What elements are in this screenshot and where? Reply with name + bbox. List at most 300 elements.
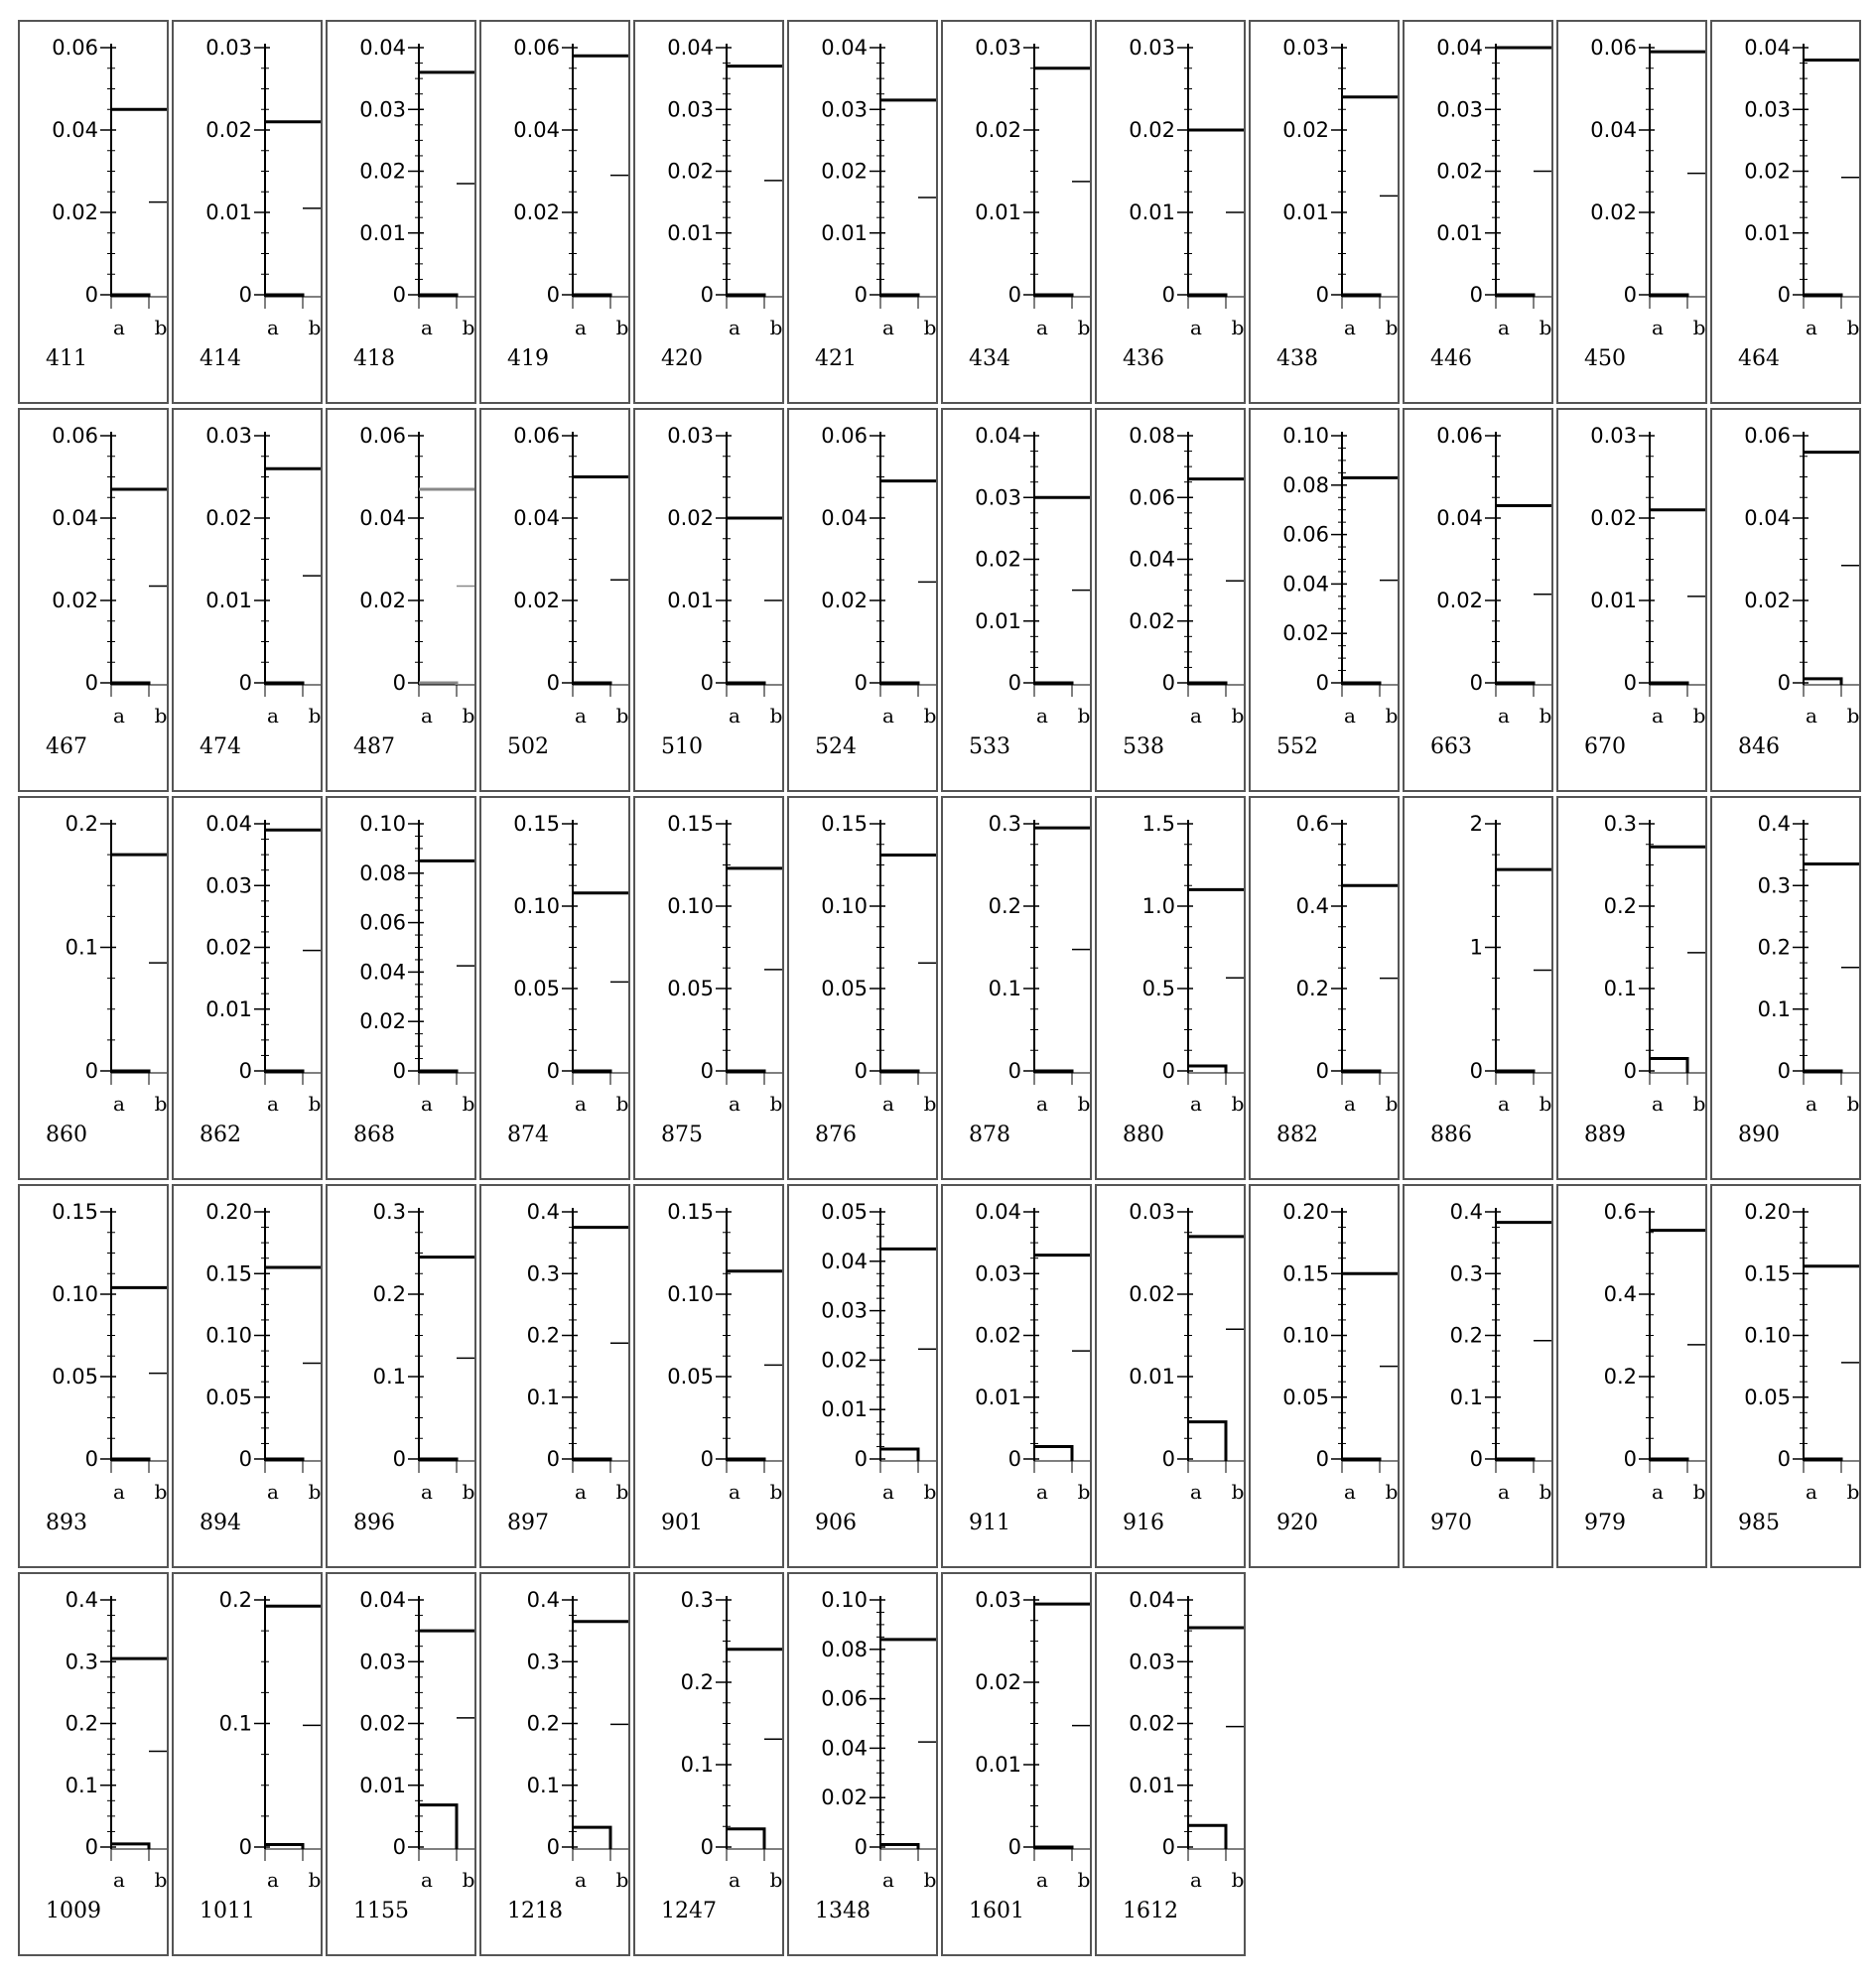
panel-id-label: 446 [1430, 346, 1472, 371]
category-label-a: a [421, 1480, 433, 1504]
tick-label: 0 [238, 1059, 252, 1083]
tick-label: 0.03 [975, 485, 1021, 510]
tick-label: 0.01 [205, 200, 252, 224]
tick-label: 0.2 [218, 1588, 252, 1612]
tick-label: 0.1 [526, 1385, 560, 1409]
bar-chart-893 [20, 1186, 167, 1566]
tick-label: 0.4 [1603, 1282, 1637, 1306]
tick-label: 0.06 [1282, 522, 1329, 547]
tick-label: 0.06 [1744, 424, 1791, 448]
tick-label: 0.02 [821, 1348, 868, 1373]
panel-id-label: 502 [507, 734, 549, 759]
category-label-a: a [729, 1868, 740, 1892]
bar-b [111, 1287, 167, 1461]
tick-label: 0 [1007, 1835, 1021, 1859]
bar-chart-901 [635, 1186, 782, 1566]
tick-label: 0.10 [1282, 1323, 1329, 1348]
tick-label: 0.01 [1129, 1773, 1175, 1797]
tick-label: 0.03 [821, 97, 868, 122]
bar-chart-418 [328, 22, 474, 402]
tick-label: 0.15 [513, 812, 560, 836]
tick-label: 0.03 [1744, 97, 1791, 122]
category-label-a: a [267, 316, 279, 339]
chart-panel-862 [172, 796, 323, 1180]
tick-label: 0.3 [1757, 873, 1791, 898]
category-label-a: a [1806, 1480, 1817, 1504]
panel-id-label: 538 [1123, 734, 1164, 759]
bar-b [573, 1228, 628, 1461]
tick-label: 0.02 [821, 159, 868, 184]
category-label-a: a [1036, 1092, 1048, 1116]
bar-chart-670 [1558, 410, 1705, 790]
category-label-a: a [729, 1092, 740, 1116]
panel-id-label: 1348 [815, 1899, 871, 1923]
bar-b [880, 1640, 936, 1849]
tick-label: 0.02 [975, 118, 1021, 142]
tick-label: 0.06 [52, 36, 98, 60]
tick-label: 0 [1007, 671, 1021, 695]
category-label-a: a [267, 704, 279, 727]
category-label-a: a [882, 1092, 894, 1116]
bar-chart-1247 [635, 1574, 782, 1954]
tick-label: 0.04 [513, 118, 560, 142]
panel-id-label: 897 [507, 1511, 549, 1535]
tick-label: 0.1 [65, 1773, 98, 1797]
tick-label: 0.02 [513, 589, 560, 612]
bar-b [419, 72, 474, 297]
category-label-a: a [1652, 704, 1664, 727]
category-label-b: b [769, 1480, 782, 1504]
tick-label: 0.06 [1129, 485, 1175, 510]
bar-chart-897 [481, 1186, 628, 1566]
tick-label: 0.04 [975, 424, 1021, 448]
tick-label: 0 [1777, 671, 1791, 695]
category-label-b: b [154, 1092, 167, 1116]
bar-chart-524 [789, 410, 936, 790]
chart-panel-420 [633, 20, 784, 404]
panel-id-label: 418 [353, 346, 395, 371]
tick-label: 0 [1315, 1447, 1329, 1471]
tick-label: 0 [854, 283, 868, 307]
tick-label: 0.10 [1744, 1323, 1791, 1348]
chart-panel-533 [941, 408, 1092, 792]
tick-label: 0.01 [1744, 220, 1791, 245]
tick-label: 0 [546, 671, 560, 695]
panel-id-label: 533 [969, 734, 1010, 759]
tick-label: 0.03 [205, 36, 252, 60]
bar-chart-906 [789, 1186, 936, 1566]
tick-label: 0.3 [372, 1200, 406, 1224]
tick-label: 0.04 [821, 1249, 868, 1273]
chart-panel-1348 [787, 1572, 938, 1956]
category-label-a: a [1498, 704, 1510, 727]
bar-b [419, 489, 474, 685]
panel-id-label: 890 [1738, 1123, 1780, 1147]
chart-panel-889 [1556, 796, 1707, 1180]
tick-label: 0.02 [1129, 1282, 1175, 1306]
chart-panel-897 [479, 1184, 630, 1568]
bar-chart-434 [943, 22, 1090, 402]
category-label-b: b [462, 1868, 474, 1892]
category-label-b: b [308, 316, 321, 339]
category-label-a: a [1344, 1092, 1356, 1116]
bar-b [1034, 497, 1090, 685]
category-label-b: b [1385, 316, 1398, 339]
panel-id-label: 438 [1276, 346, 1318, 371]
tick-label: 0.2 [988, 894, 1021, 918]
tick-label: 0.10 [667, 894, 714, 918]
bar-chart-896 [328, 1186, 474, 1566]
tick-label: 0.04 [359, 1588, 406, 1612]
bar-b [1496, 506, 1551, 685]
tick-label: 0.1 [65, 935, 98, 960]
panel-id-label: 670 [1584, 734, 1626, 759]
bar-b [111, 489, 167, 685]
panel-id-label: 421 [815, 346, 857, 371]
bar-chart-510 [635, 410, 782, 790]
chart-panel-419 [479, 20, 630, 404]
category-label-b: b [1846, 704, 1859, 727]
category-label-b: b [615, 316, 628, 339]
chart-panel-538 [1095, 408, 1246, 792]
chart-panel-920 [1249, 1184, 1400, 1568]
tick-label: 0.03 [359, 97, 406, 122]
bar-chart-889 [1558, 798, 1705, 1178]
panel-id-label: 419 [507, 346, 549, 371]
tick-label: 0.15 [52, 1200, 98, 1224]
category-label-b: b [615, 1480, 628, 1504]
category-label-a: a [421, 316, 433, 339]
tick-label: 0.03 [1129, 1650, 1175, 1674]
category-label-a: a [575, 1092, 587, 1116]
chart-panel-875 [633, 796, 784, 1180]
tick-label: 0.02 [975, 547, 1021, 572]
bar-b [1496, 869, 1551, 1073]
tick-label: 0.15 [667, 812, 714, 836]
chart-panel-846 [1710, 408, 1861, 792]
bar-chart-890 [1712, 798, 1859, 1178]
tick-label: 0.06 [1436, 424, 1483, 448]
bar-chart-502 [481, 410, 628, 790]
tick-label: 0.10 [52, 1282, 98, 1306]
tick-label: 0.06 [359, 910, 406, 935]
tick-label: 0.02 [359, 1711, 406, 1736]
bar-chart-464 [1712, 22, 1859, 402]
chart-panel-438 [1249, 20, 1400, 404]
category-label-b: b [308, 1092, 321, 1116]
chart-panel-979 [1556, 1184, 1707, 1568]
tick-label: 0.08 [1282, 472, 1329, 497]
chart-panel-860 [18, 796, 169, 1180]
bar-b [265, 1267, 321, 1461]
tick-label: 0.03 [667, 97, 714, 122]
tick-label: 0.2 [526, 1711, 560, 1736]
tick-label: 0.03 [975, 36, 1021, 60]
tick-label: 0 [1161, 671, 1175, 695]
category-label-b: b [1385, 1480, 1398, 1504]
tick-label: 0.05 [205, 1385, 252, 1409]
category-label-a: a [575, 704, 587, 727]
bar-b [1650, 1231, 1705, 1461]
tick-label: 0.05 [821, 977, 868, 1000]
tick-label: 0.10 [1282, 424, 1329, 448]
tick-label: 0.01 [1129, 1365, 1175, 1389]
category-label-a: a [1344, 316, 1356, 339]
panel-id-label: 874 [507, 1123, 549, 1147]
category-label-a: a [267, 1868, 279, 1892]
chart-panel-450 [1556, 20, 1707, 404]
category-label-b: b [923, 704, 936, 727]
panel-id-label: 985 [1738, 1511, 1780, 1535]
bar-a [1188, 1422, 1226, 1461]
tick-label: 0.20 [205, 1200, 252, 1224]
tick-label: 0 [1161, 1835, 1175, 1859]
category-label-a: a [882, 316, 894, 339]
tick-label: 0.1 [218, 1711, 252, 1736]
bar-b [880, 481, 936, 685]
tick-label: 0.02 [667, 159, 714, 184]
bar-b [727, 1650, 782, 1849]
bar-a [111, 1844, 149, 1849]
tick-label: 0.6 [1603, 1200, 1637, 1224]
tick-label: 0.04 [359, 506, 406, 530]
chart-panel-552 [1249, 408, 1400, 792]
tick-label: 0.02 [1744, 159, 1791, 184]
category-label-b: b [154, 316, 167, 339]
panel-id-label: 882 [1276, 1123, 1318, 1147]
bar-chart-1218 [481, 1574, 628, 1954]
tick-label: 0.1 [1449, 1385, 1483, 1409]
tick-label: 0.01 [667, 589, 714, 612]
bar-chart-916 [1097, 1186, 1244, 1566]
chart-panel-663 [1403, 408, 1553, 792]
tick-label: 0.10 [359, 812, 406, 836]
category-label-a: a [882, 704, 894, 727]
tick-label: 0.4 [65, 1588, 98, 1612]
bar-chart-878 [943, 798, 1090, 1178]
chart-panel-906 [787, 1184, 938, 1568]
chart-panel-1011 [172, 1572, 323, 1956]
bar-a [265, 1845, 303, 1849]
tick-label: 0.03 [821, 1298, 868, 1323]
tick-label: 0.3 [526, 1261, 560, 1286]
bar-chart-1601 [943, 1574, 1090, 1954]
tick-label: 0.2 [680, 1670, 714, 1694]
tick-label: 0.1 [1603, 977, 1637, 1000]
tick-label: 0.04 [359, 36, 406, 60]
category-label-a: a [113, 1480, 125, 1504]
tick-label: 0.3 [65, 1650, 98, 1674]
chart-panel-418 [326, 20, 476, 404]
chart-panel-882 [1249, 796, 1400, 1180]
tick-label: 0.01 [975, 608, 1021, 633]
category-label-a: a [1498, 1092, 1510, 1116]
bar-b [1034, 828, 1090, 1073]
bar-a [573, 1827, 610, 1849]
category-label-b: b [308, 1480, 321, 1504]
tick-label: 0 [1469, 1447, 1483, 1471]
panel-id-label: 970 [1430, 1511, 1472, 1535]
tick-label: 1.0 [1141, 894, 1175, 918]
category-label-b: b [1692, 316, 1705, 339]
chart-panel-414 [172, 20, 323, 404]
panel-id-label: 894 [200, 1511, 241, 1535]
tick-label: 0.05 [513, 977, 560, 1000]
category-label-a: a [1036, 1480, 1048, 1504]
chart-panel-474 [172, 408, 323, 792]
tick-label: 0.06 [821, 1686, 868, 1711]
tick-label: 0.02 [1282, 118, 1329, 142]
category-label-b: b [1539, 704, 1551, 727]
chart-panel-890 [1710, 796, 1861, 1180]
bar-b [1496, 1223, 1551, 1461]
tick-label: 0.04 [205, 812, 252, 836]
tick-label: 0.10 [821, 894, 868, 918]
tick-label: 0.3 [526, 1650, 560, 1674]
category-label-b: b [615, 1092, 628, 1116]
tick-label: 0.10 [821, 1588, 868, 1612]
chart-panel-524 [787, 408, 938, 792]
tick-label: 0 [238, 1447, 252, 1471]
chart-panel-487 [326, 408, 476, 792]
tick-label: 0 [84, 1447, 98, 1471]
chart-panel-901 [633, 1184, 784, 1568]
tick-label: 0.04 [359, 960, 406, 985]
category-label-a: a [1652, 1092, 1664, 1116]
bar-b [727, 518, 782, 685]
tick-label: 0.06 [821, 424, 868, 448]
category-label-a: a [1344, 1480, 1356, 1504]
chart-panel-411 [18, 20, 169, 404]
tick-label: 0.05 [667, 977, 714, 1000]
tick-label: 0 [238, 283, 252, 307]
chart-panel-970 [1403, 1184, 1553, 1568]
tick-label: 0.3 [680, 1588, 714, 1612]
category-label-b: b [462, 1092, 474, 1116]
category-label-b: b [1077, 1480, 1090, 1504]
bar-chart-920 [1251, 1186, 1398, 1566]
chart-panel-985 [1710, 1184, 1861, 1568]
tick-label: 0.02 [1744, 589, 1791, 612]
chart-panel-670 [1556, 408, 1707, 792]
bar-b [265, 830, 321, 1073]
bar-chart-860 [20, 798, 167, 1178]
bar-chart-420 [635, 22, 782, 402]
tick-label: 0.4 [526, 1588, 560, 1612]
tick-label: 0 [392, 1059, 406, 1083]
tick-label: 0.4 [1449, 1200, 1483, 1224]
tick-label: 0.20 [1744, 1200, 1791, 1224]
category-label-b: b [462, 1480, 474, 1504]
tick-label: 0.05 [1282, 1385, 1329, 1409]
tick-label: 0.02 [1129, 1711, 1175, 1736]
tick-label: 0 [392, 283, 406, 307]
panel-id-label: 901 [661, 1511, 703, 1535]
bar-a [1650, 1059, 1687, 1073]
category-label-a: a [1190, 1480, 1202, 1504]
bar-chart-886 [1405, 798, 1551, 1178]
bar-chart-419 [481, 22, 628, 402]
category-label-a: a [421, 704, 433, 727]
tick-label: 0 [700, 1059, 714, 1083]
chart-panel-1009 [18, 1572, 169, 1956]
tick-label: 0 [854, 1447, 868, 1471]
bar-b [111, 109, 167, 297]
category-label-b: b [1385, 1092, 1398, 1116]
tick-label: 0.10 [513, 894, 560, 918]
category-label-b: b [1231, 1868, 1244, 1892]
chart-panel-878 [941, 796, 1092, 1180]
bar-chart-894 [174, 1186, 321, 1566]
category-label-a: a [1036, 704, 1048, 727]
category-label-a: a [729, 1480, 740, 1504]
chart-panel-894 [172, 1184, 323, 1568]
chart-panel-436 [1095, 20, 1246, 404]
tick-label: 0.02 [52, 200, 98, 224]
bar-chart-421 [789, 22, 936, 402]
panel-id-label: 911 [969, 1511, 1010, 1535]
tick-label: 0 [546, 1835, 560, 1859]
tick-label: 0.04 [52, 118, 98, 142]
tick-label: 0.04 [821, 506, 868, 530]
tick-label: 0.2 [1449, 1323, 1483, 1348]
tick-label: 0.05 [1744, 1385, 1791, 1409]
category-label-b: b [1539, 316, 1551, 339]
tick-label: 0.02 [1282, 621, 1329, 646]
tick-label: 0.2 [65, 812, 98, 836]
category-label-b: b [1231, 316, 1244, 339]
bar-a [880, 1449, 918, 1461]
bar-chart-970 [1405, 1186, 1551, 1566]
tick-label: 0.20 [1282, 1200, 1329, 1224]
bar-chart-876 [789, 798, 936, 1178]
bar-b [727, 66, 782, 297]
tick-label: 0.1 [680, 1753, 714, 1777]
chart-panel-502 [479, 408, 630, 792]
bar-b [1804, 863, 1859, 1073]
bar-b [1804, 60, 1859, 297]
panel-id-label: 886 [1430, 1123, 1472, 1147]
tick-label: 0 [700, 671, 714, 695]
category-label-b: b [1231, 1480, 1244, 1504]
tick-label: 0.2 [1757, 935, 1791, 960]
category-label-a: a [1190, 1092, 1202, 1116]
category-label-a: a [729, 704, 740, 727]
small-multiples-grid [18, 20, 1864, 1965]
bar-b [1188, 1237, 1244, 1461]
panel-id-label: 860 [46, 1123, 87, 1147]
tick-label: 0.03 [975, 1588, 1021, 1612]
tick-label: 0 [1623, 1059, 1637, 1083]
panel-id-label: 880 [1123, 1123, 1164, 1147]
category-label-a: a [1806, 316, 1817, 339]
chart-panel-434 [941, 20, 1092, 404]
tick-label: 0.04 [821, 36, 868, 60]
tick-label: 0.03 [1590, 424, 1637, 448]
tick-label: 0.01 [1129, 200, 1175, 224]
tick-label: 0.5 [1141, 977, 1175, 1000]
tick-label: 0.02 [359, 159, 406, 184]
tick-label: 0.1 [526, 1773, 560, 1797]
category-label-b: b [1385, 704, 1398, 727]
tick-label: 0.02 [359, 589, 406, 612]
tick-label: 0.04 [975, 1200, 1021, 1224]
category-label-b: b [769, 316, 782, 339]
tick-label: 0.15 [205, 1261, 252, 1286]
panel-id-label: 893 [46, 1511, 87, 1535]
category-label-b: b [1077, 1092, 1090, 1116]
bar-b [573, 56, 628, 297]
